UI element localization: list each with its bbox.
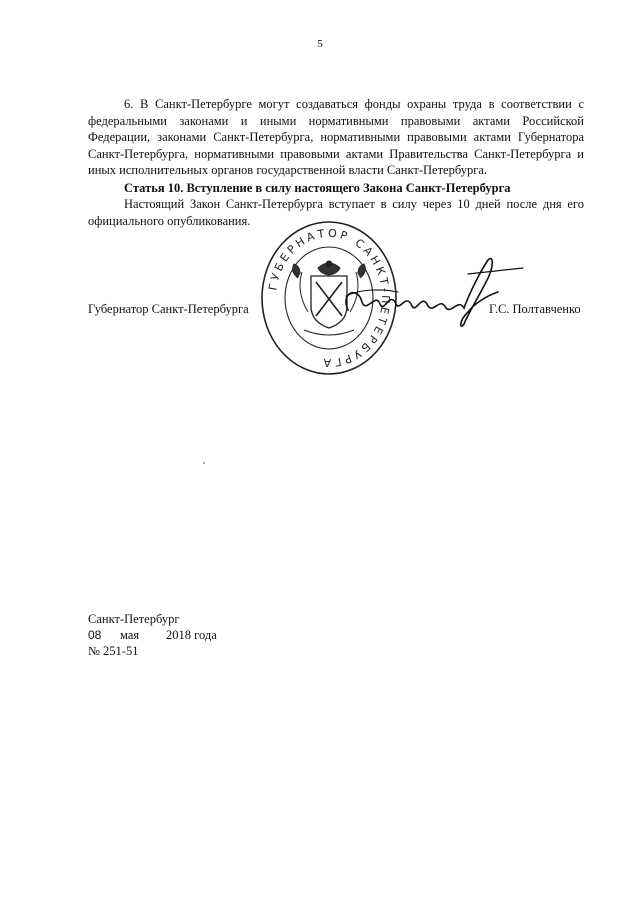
date-month: мая	[120, 628, 140, 642]
article-10-text: Настоящий Закон Санкт-Петербурга вступает в силу через 10 дней после дня его официального опубликования.	[88, 197, 584, 228]
handwritten-signature	[318, 252, 528, 332]
footer-date	[88, 628, 288, 643]
date-day: 08	[88, 628, 102, 642]
date-year: 2018 года	[166, 628, 217, 642]
page-number: 5	[317, 38, 323, 50]
article-10-heading: Статья 10. Вступление в силу настоящего Закона Санкт-Петербурга	[124, 181, 511, 195]
footer-city: Санкт-Петербург	[88, 612, 180, 626]
seal-text: ГУБЕРНАТОР САНКТ-ПЕТЕРБУРГА	[266, 226, 393, 370]
law-number: № 251-51	[88, 644, 139, 658]
paragraph-6: 6. В Санкт-Петербурге могут создаваться фонды охраны труда в соответствии с федеральными законами и иными нормативными правовыми актами Российской Федерации, законами Санкт-Петербурга, нормативными правовыми актами Губернатора Санкт-Петербурга, нормативными правовыми актами Правительства Санкт-Петербурга и иных исполнительных органов государственной власти Санкт-Петербурга.	[88, 97, 584, 177]
signatory-name: Г.С. Полтавченко	[489, 302, 581, 316]
signatory-position: Губернатор Санкт-Петербурга	[88, 302, 249, 316]
scan-speck	[203, 462, 205, 464]
